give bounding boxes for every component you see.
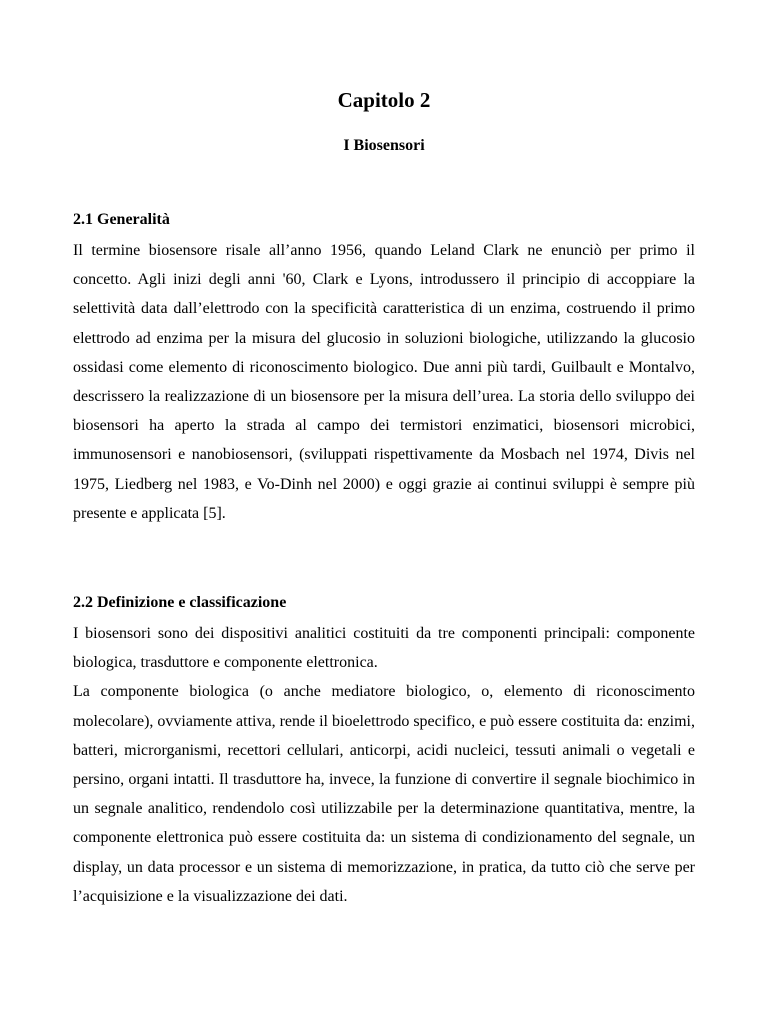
paragraph: Il termine biosensore risale all’anno 1956, quando Leland Clark ne enunciò per primo il concetto. Agli inizi degli anni '60, Clark e Lyons, introdussero il principio di accoppiare la selettività data dall’elettrodo con la specificità caratteristica di un enzima, costruendo il primo elettrodo ad enzima per la misura del glucosio in soluzioni biologiche, utilizzando la glucosio ossidasi come elemento di riconoscimento biologico. Due anni più tardi, Guilbault e Montalvo, descrissero la realizzazione di un biosensore per la misura dell’urea. La storia dello sviluppo dei biosensori ha aperto la strada al campo dei termistori enzimatici, biosensori microbici, immunosensori e nanobiosensori, (sviluppati rispettivamente da Mosbach nel 1974, Divis nel 1975, Liedberg nel 1983, e Vo-Dinh nel 2000) e oggi grazie ai continui sviluppi è sempre più presente e applicata [5]. [73, 242, 695, 522]
chapter-title: Capitolo 2 [337, 88, 431, 112]
chapter-subtitle: I Biosensori [343, 137, 425, 154]
section-heading: 2.2 Definizione e classificazione [73, 594, 287, 611]
section-generalita [73, 209, 695, 528]
paragraph: La componente biologica (o anche mediatore biologico, o, elemento di riconoscimento molecolare), ovviamente attiva, rende il bioelettrodo specifico, e può essere costituita da: enzimi, batteri, microrganismi, recettori cellulari, anticorpi, acidi nucleici, tessuti animali o vegetali e persino, organi intatti. Il trasduttore ha, invece, la funzione di convertire il segnale biochimico in un segnale analitico, rendendolo così utilizzabile per la determinazione quantitativa, mentre, la componente elettronica può essere costituita da: un sistema di condizionamento del segnale, un display, un data processor e un sistema di memorizzazione, in pratica, da tutto ciò che serve per l’acquisizione e la visualizzazione dei dati. [73, 683, 695, 905]
paragraph: I biosensori sono dei dispositivi analitici costituiti da tre componenti principali: componente biologica, trasduttore e componente elettronica. [73, 625, 695, 672]
section-definizione [73, 592, 695, 911]
section-heading: 2.1 Generalità [73, 211, 170, 228]
